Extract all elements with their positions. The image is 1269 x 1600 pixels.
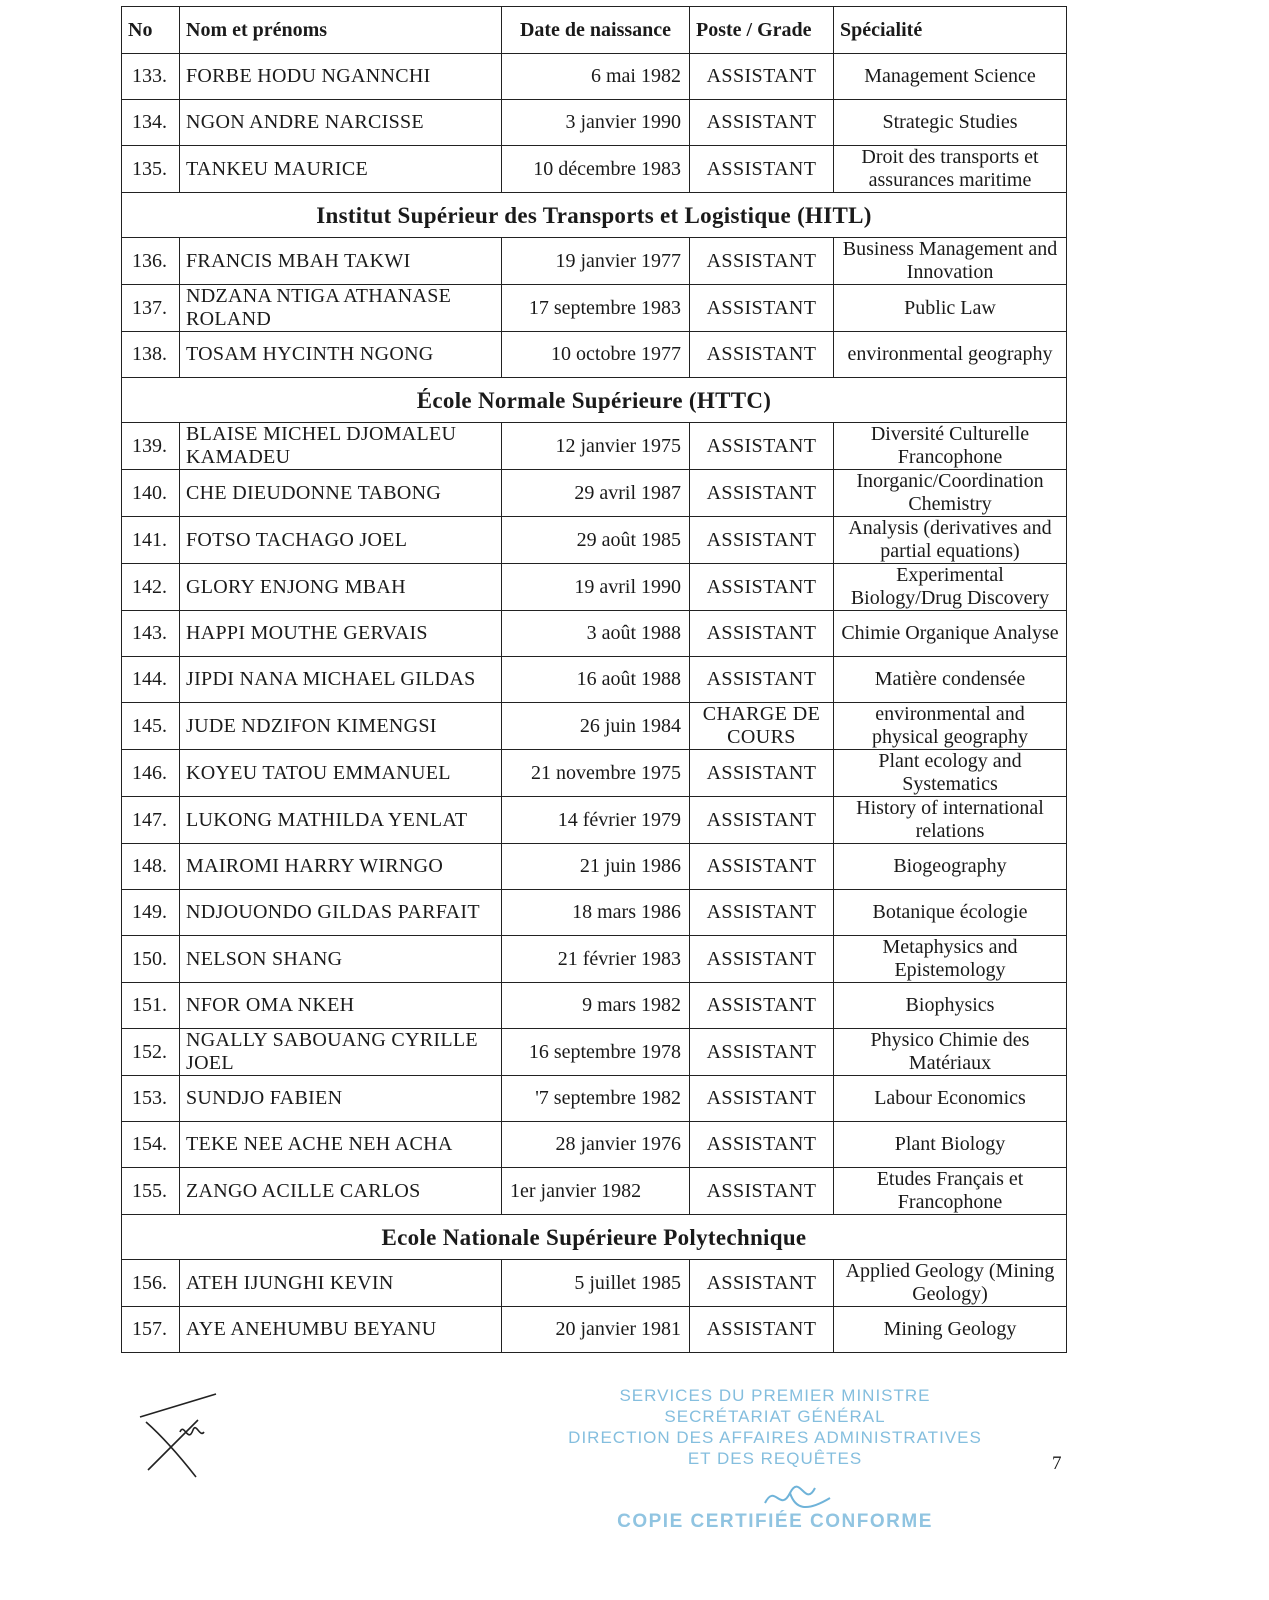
cell-grade: ASSISTANT xyxy=(690,611,834,657)
cell-no: 134. xyxy=(122,100,180,146)
cell-no: 143. xyxy=(122,611,180,657)
cell-date: 20 janvier 1981 xyxy=(502,1307,690,1353)
cell-spec: Chimie Organique Analyse xyxy=(834,611,1067,657)
stamp-line: DIRECTION DES AFFAIRES ADMINISTRATIVES xyxy=(568,1428,982,1447)
cell-date: 21 juin 1986 xyxy=(502,844,690,890)
cell-no: 139. xyxy=(122,423,180,470)
cell-grade: ASSISTANT xyxy=(690,100,834,146)
table-row xyxy=(122,54,1067,100)
table-row xyxy=(122,890,1067,936)
section-title: Ecole Nationale Supérieure Polytechnique xyxy=(122,1215,1067,1260)
cell-grade: ASSISTANT xyxy=(690,844,834,890)
cell-name: TOSAM HYCINTH NGONG xyxy=(180,332,502,378)
table-row xyxy=(122,844,1067,890)
cell-spec: Strategic Studies xyxy=(834,100,1067,146)
cell-name: KOYEU TATOU EMMANUEL xyxy=(180,750,502,797)
table-row xyxy=(122,750,1067,797)
table-row xyxy=(122,983,1067,1029)
table-row xyxy=(122,470,1067,517)
cell-grade: ASSISTANT xyxy=(690,1122,834,1168)
cell-spec: Management Science xyxy=(834,54,1067,100)
cell-grade: ASSISTANT xyxy=(690,423,834,470)
table-row xyxy=(122,1076,1067,1122)
cell-grade: CHARGE DE COURS xyxy=(690,703,834,750)
cell-spec: environmental and physical geography xyxy=(834,703,1067,750)
cell-no: 136. xyxy=(122,238,180,285)
cell-no: 144. xyxy=(122,657,180,703)
cell-spec: Analysis (derivatives and partial equations) xyxy=(834,517,1067,564)
table-row xyxy=(122,797,1067,844)
cell-date: 19 avril 1990 xyxy=(502,564,690,611)
cell-grade: ASSISTANT xyxy=(690,332,834,378)
cell-grade: ASSISTANT xyxy=(690,564,834,611)
cell-spec: Physico Chimie des Matériaux xyxy=(834,1029,1067,1076)
header-no: No xyxy=(122,7,180,54)
cell-date: 9 mars 1982 xyxy=(502,983,690,1029)
cell-grade: ASSISTANT xyxy=(690,797,834,844)
cell-name: FRANCIS MBAH TAKWI xyxy=(180,238,502,285)
cell-name: TANKEU MAURICE xyxy=(180,146,502,193)
cell-no: 137. xyxy=(122,285,180,332)
table-row xyxy=(122,1307,1067,1353)
cell-date: 26 juin 1984 xyxy=(502,703,690,750)
cell-no: 133. xyxy=(122,54,180,100)
cell-date: 5 juillet 1985 xyxy=(502,1260,690,1307)
cell-grade: ASSISTANT xyxy=(690,146,834,193)
cell-name: ATEH IJUNGHI KEVIN xyxy=(180,1260,502,1307)
cell-date: 10 octobre 1977 xyxy=(502,332,690,378)
cell-no: 151. xyxy=(122,983,180,1029)
cell-grade: ASSISTANT xyxy=(690,936,834,983)
cell-name: NGON ANDRE NARCISSE xyxy=(180,100,502,146)
cell-spec: Etudes Français et Francophone xyxy=(834,1168,1067,1215)
stamp-line: SECRÉTARIAT GÉNÉRAL xyxy=(664,1407,886,1426)
cell-date: 10 décembre 1983 xyxy=(502,146,690,193)
cell-grade: ASSISTANT xyxy=(690,1029,834,1076)
cell-no: 148. xyxy=(122,844,180,890)
cell-grade: ASSISTANT xyxy=(690,983,834,1029)
header-grade: Poste / Grade xyxy=(690,7,834,54)
table-row xyxy=(122,1122,1067,1168)
cell-no: 155. xyxy=(122,1168,180,1215)
cell-spec: Plant ecology and Systematics xyxy=(834,750,1067,797)
cell-no: 150. xyxy=(122,936,180,983)
cell-grade: ASSISTANT xyxy=(690,517,834,564)
cell-date: 16 août 1988 xyxy=(502,657,690,703)
cell-no: 138. xyxy=(122,332,180,378)
cell-grade: ASSISTANT xyxy=(690,657,834,703)
cell-grade: ASSISTANT xyxy=(690,890,834,936)
cell-name: GLORY ENJONG MBAH xyxy=(180,564,502,611)
cell-spec: Labour Economics xyxy=(834,1076,1067,1122)
cell-date: 17 septembre 1983 xyxy=(502,285,690,332)
cell-name: AYE ANEHUMBU BEYANU xyxy=(180,1307,502,1353)
personnel-table xyxy=(121,6,1067,1353)
cell-no: 135. xyxy=(122,146,180,193)
cell-date: 18 mars 1986 xyxy=(502,890,690,936)
stamp-signature-icon xyxy=(760,1478,840,1518)
cell-name: FOTSO TACHAGO JOEL xyxy=(180,517,502,564)
table-row xyxy=(122,657,1067,703)
cell-spec: History of international relations xyxy=(834,797,1067,844)
cell-name: ZANGO ACILLE CARLOS xyxy=(180,1168,502,1215)
stamp-certified-text: COPIE CERTIFIÉE CONFORME xyxy=(617,1511,933,1532)
cell-grade: ASSISTANT xyxy=(690,750,834,797)
cell-no: 153. xyxy=(122,1076,180,1122)
cell-spec: Metaphysics and Epistemology xyxy=(834,936,1067,983)
cell-date: 6 mai 1982 xyxy=(502,54,690,100)
cell-no: 157. xyxy=(122,1307,180,1353)
cell-grade: ASSISTANT xyxy=(690,54,834,100)
cell-grade: ASSISTANT xyxy=(690,470,834,517)
cell-name: LUKONG MATHILDA YENLAT xyxy=(180,797,502,844)
header-spec: Spécialité xyxy=(834,7,1067,54)
cell-no: 141. xyxy=(122,517,180,564)
cell-grade: ASSISTANT xyxy=(690,1260,834,1307)
cell-no: 147. xyxy=(122,797,180,844)
cell-name: SUNDJO FABIEN xyxy=(180,1076,502,1122)
cell-grade: ASSISTANT xyxy=(690,1168,834,1215)
cell-spec: Experimental Biology/Drug Discovery xyxy=(834,564,1067,611)
cell-spec: Droit des transports et assurances maritime xyxy=(834,146,1067,193)
table-row xyxy=(122,517,1067,564)
cell-name: BLAISE MICHEL DJOMALEU KAMADEU xyxy=(180,423,502,470)
cell-date: 16 septembre 1978 xyxy=(502,1029,690,1076)
header-name: Nom et prénoms xyxy=(180,7,502,54)
cell-name: NGALLY SABOUANG CYRILLE JOEL xyxy=(180,1029,502,1076)
table-row xyxy=(122,703,1067,750)
cell-date: 12 janvier 1975 xyxy=(502,423,690,470)
table-row xyxy=(122,564,1067,611)
cell-spec: Applied Geology (Mining Geology) xyxy=(834,1260,1067,1307)
table-row xyxy=(122,936,1067,983)
cell-name: FORBE HODU NGANNCHI xyxy=(180,54,502,100)
cell-spec: environmental geography xyxy=(834,332,1067,378)
cell-date: 14 février 1979 xyxy=(502,797,690,844)
section-header-row xyxy=(122,378,1067,423)
cell-grade: ASSISTANT xyxy=(690,1307,834,1353)
table-body xyxy=(122,54,1067,1353)
table-row xyxy=(122,100,1067,146)
cell-name: JUDE NDZIFON KIMENGSI xyxy=(180,703,502,750)
header-date: Date de naissance xyxy=(502,7,690,54)
table-row xyxy=(122,1260,1067,1307)
page-number: 7 xyxy=(1052,1453,1062,1474)
cell-date: 29 août 1985 xyxy=(502,517,690,564)
cell-name: MAIROMI HARRY WIRNGO xyxy=(180,844,502,890)
cell-name: NELSON SHANG xyxy=(180,936,502,983)
cell-no: 156. xyxy=(122,1260,180,1307)
table-row xyxy=(122,146,1067,193)
cell-date: 3 août 1988 xyxy=(502,611,690,657)
table-row xyxy=(122,423,1067,470)
cell-name: TEKE NEE ACHE NEH ACHA xyxy=(180,1122,502,1168)
cell-date: 21 novembre 1975 xyxy=(502,750,690,797)
cell-name: NFOR OMA NKEH xyxy=(180,983,502,1029)
cell-no: 154. xyxy=(122,1122,180,1168)
table-row xyxy=(122,1029,1067,1076)
personnel-table-container xyxy=(121,6,1066,1353)
cell-grade: ASSISTANT xyxy=(690,285,834,332)
cell-no: 146. xyxy=(122,750,180,797)
cell-name: HAPPI MOUTHE GERVAIS xyxy=(180,611,502,657)
table-header-row xyxy=(122,7,1067,54)
table-row xyxy=(122,611,1067,657)
table-row xyxy=(122,1168,1067,1215)
cell-spec: Inorganic/Coordination Chemistry xyxy=(834,470,1067,517)
section-title: Institut Supérieur des Transports et Logistique (HITL) xyxy=(122,193,1067,238)
table-row xyxy=(122,238,1067,285)
cell-no: 142. xyxy=(122,564,180,611)
cell-spec: Botanique écologie xyxy=(834,890,1067,936)
handwritten-initials-icon xyxy=(138,1392,238,1487)
cell-date: 19 janvier 1977 xyxy=(502,238,690,285)
cell-no: 149. xyxy=(122,890,180,936)
cell-no: 140. xyxy=(122,470,180,517)
section-header-row xyxy=(122,193,1067,238)
cell-spec: Diversité Culturelle Francophone xyxy=(834,423,1067,470)
cell-date: '7 septembre 1982 xyxy=(502,1076,690,1122)
cell-no: 152. xyxy=(122,1029,180,1076)
cell-date: 3 janvier 1990 xyxy=(502,100,690,146)
cell-spec: Biophysics xyxy=(834,983,1067,1029)
cell-spec: Biogeography xyxy=(834,844,1067,890)
cell-spec: Public Law xyxy=(834,285,1067,332)
table-row xyxy=(122,332,1067,378)
stamp-line: SERVICES DU PREMIER MINISTRE xyxy=(619,1386,931,1405)
cell-name: NDZANA NTIGA ATHANASE ROLAND xyxy=(180,285,502,332)
section-title: École Normale Supérieure (HTTC) xyxy=(122,378,1067,423)
cell-spec: Mining Geology xyxy=(834,1307,1067,1353)
cell-spec: Business Management and Innovation xyxy=(834,238,1067,285)
cell-no: 145. xyxy=(122,703,180,750)
cell-name: JIPDI NANA MICHAEL GILDAS xyxy=(180,657,502,703)
section-header-row xyxy=(122,1215,1067,1260)
cell-name: NDJOUONDO GILDAS PARFAIT xyxy=(180,890,502,936)
cell-name: CHE DIEUDONNE TABONG xyxy=(180,470,502,517)
table-row xyxy=(122,285,1067,332)
cell-grade: ASSISTANT xyxy=(690,238,834,285)
cell-spec: Plant Biology xyxy=(834,1122,1067,1168)
cell-date: 28 janvier 1976 xyxy=(502,1122,690,1168)
cell-grade: ASSISTANT xyxy=(690,1076,834,1122)
cell-spec: Matière condensée xyxy=(834,657,1067,703)
cell-date: 1er janvier 1982 xyxy=(502,1168,690,1215)
cell-date: 29 avril 1987 xyxy=(502,470,690,517)
cell-date: 21 février 1983 xyxy=(502,936,690,983)
stamp-line: ET DES REQUÊTES xyxy=(687,1449,863,1468)
